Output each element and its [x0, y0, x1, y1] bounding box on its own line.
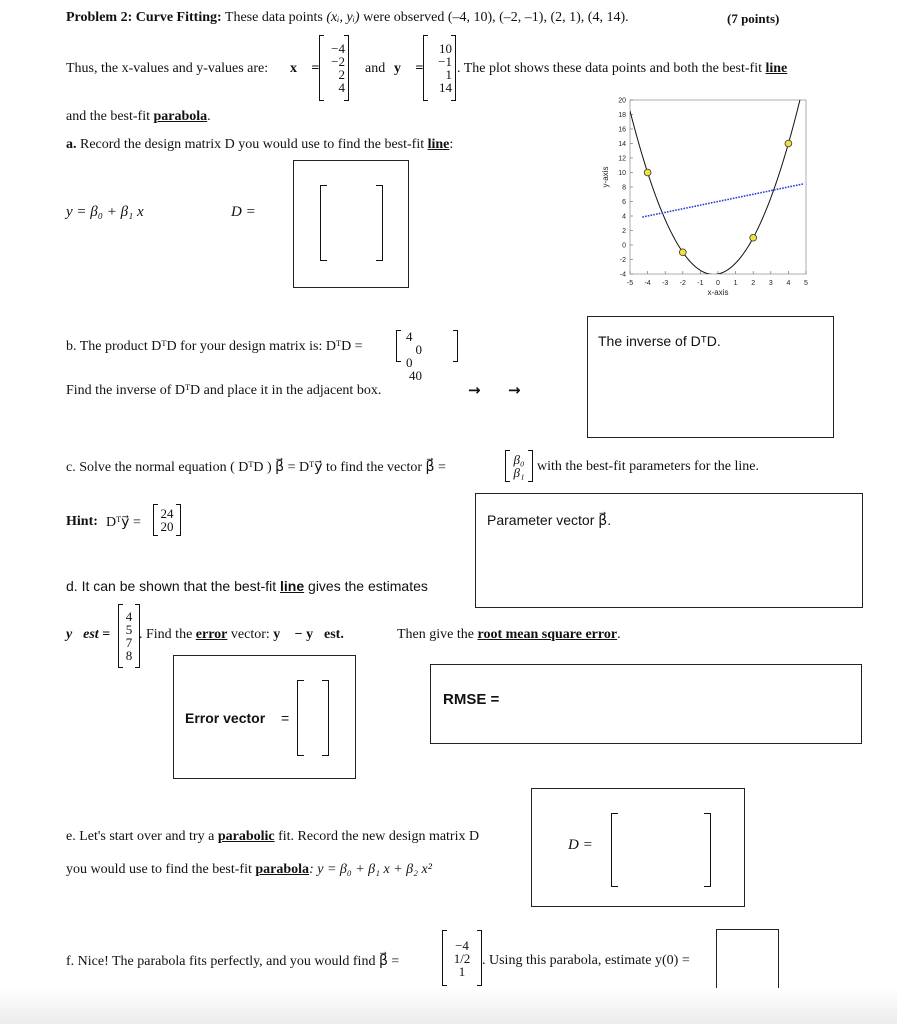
part-e-before: e. Let's start over and try a [66, 829, 215, 844]
dtd-entry: 0 [415, 342, 422, 357]
x-value: 4 [338, 80, 345, 95]
part-a-colon: : [449, 137, 454, 152]
x-axis-label: x-axis [707, 288, 729, 297]
right-bracket [376, 185, 383, 261]
continued-body: and the best-fit [66, 109, 150, 124]
vector-text: vector: [230, 627, 270, 642]
beta-vector [505, 450, 533, 482]
data-point [644, 169, 651, 176]
y-tick-label: 2 [622, 228, 626, 235]
x-tick-label: -4 [644, 280, 651, 287]
part-e-line2 [66, 862, 432, 878]
then-rmse-text [397, 627, 621, 643]
thus-text: Thus, the x-values and y-values are: [66, 61, 269, 76]
y-tick-label: 0 [622, 242, 626, 250]
x-tick-label: -2 [679, 280, 686, 287]
y-value: 14 [439, 80, 452, 95]
x-tick-label: -5 [626, 280, 634, 287]
yest-value: 5 [125, 622, 133, 637]
part-e-after: fit. Record the new design matrix D [278, 829, 480, 844]
dtd-entry: 40 [409, 368, 422, 383]
arrow-right-icon: → [468, 381, 481, 399]
line-word: line [765, 61, 788, 76]
and-text: and [365, 61, 386, 76]
part-c-after: with the best-fit parameters for the line. [537, 459, 759, 474]
parabola-beta-value: 1 [458, 963, 466, 979]
part-a-body: Record the design matrix D you would use to find the best-fit [80, 137, 425, 152]
part-d-before: d. It can be shown that the best-fit [66, 578, 277, 594]
error-vector-equals: = [281, 710, 290, 726]
y-vector [423, 35, 456, 101]
parabola-d-label: D = [568, 837, 593, 853]
parabola-model: : y = β₀ + β₁ x + β₂ x² [309, 862, 432, 877]
yest-value: 7 [125, 635, 133, 650]
y-tick-label: -4 [619, 271, 626, 279]
y-tick-label: 14 [618, 141, 626, 148]
inverse-box-label: The inverse of DᵀD. [598, 333, 721, 349]
hint-value: 24 [160, 506, 174, 521]
page-bottom-shadow [0, 988, 897, 1024]
dtd-entry: 0 [406, 355, 413, 370]
header-observed: were observed (–4, 10), (–2, –1), (2, 1), (4, 14). [363, 10, 629, 25]
part-a-prefix: a. [66, 137, 77, 152]
hint-label: Hint: [66, 514, 98, 529]
y-tick-label: 4 [622, 213, 626, 221]
part-e-line2-before: you would use to find the best-fit [66, 862, 252, 877]
yest-value: 4 [125, 609, 133, 624]
error-word: error [195, 627, 228, 642]
x-tick-label: 3 [768, 280, 773, 287]
x-vector [319, 35, 349, 101]
y-vector-label: y⃗ = [394, 61, 424, 76]
y-tick-label: 10 [618, 170, 626, 177]
y-value: 10 [439, 41, 452, 56]
y-axis-label: y-axis [601, 166, 610, 188]
find-error-text [139, 627, 344, 643]
x-tick-label: -1 [697, 280, 704, 287]
dtd-matrix [396, 329, 458, 383]
part-b-text: b. The product DᵀD for your design matrix is: DᵀD = [66, 339, 363, 354]
y-value: −1 [438, 54, 452, 69]
error-vector-answer-box[interactable] [173, 655, 356, 779]
problem-label: Problem 2: Curve Fitting: [66, 10, 222, 25]
y-tick-label: -2 [619, 257, 626, 264]
x-tick-label: 5 [804, 280, 808, 287]
x-tick-label: 2 [751, 280, 756, 287]
plot-text [457, 61, 787, 77]
parameter-answer-box[interactable] [475, 493, 863, 608]
part-f-after: . Using this parabola, estimate y(0) = [482, 953, 690, 968]
header-pair: (xᵢ, yᵢ) [326, 10, 360, 25]
hint-expr: Dᵀy⃗ = [106, 515, 141, 530]
problem-header [66, 10, 629, 26]
diff-expr: y⃗ − y⃗est. [273, 627, 344, 642]
then-text: Then give the [397, 627, 474, 642]
parabola-word: parabola [153, 109, 208, 124]
x-value: −4 [331, 41, 345, 56]
x-tick-label: -3 [662, 280, 669, 287]
parabola-beta-value: −4 [455, 937, 469, 953]
part-e-parabola-word: parabola [255, 862, 310, 877]
part-d-after: gives the estimates [308, 578, 428, 594]
parabola-beta-value: 1/2 [453, 950, 471, 966]
design-matrix-answer-box[interactable] [293, 160, 409, 288]
y-value: 1 [445, 67, 452, 82]
yest-value: 8 [125, 648, 133, 663]
find-inverse-text: Find the inverse of DᵀD and place it in the adjacent box. [66, 383, 382, 398]
line-model: y = β₀ + β₁ x [66, 204, 144, 220]
data-point [679, 249, 686, 256]
left-bracket [320, 185, 327, 261]
y0-answer-box[interactable] [716, 929, 779, 990]
part-c-text: c. Solve the normal equation ( DᵀD ) β⃗ = Dᵀy⃗ to find the vector β⃗ = [66, 460, 446, 475]
plot-text-body: . The plot shows these data points and both the best-fit [457, 61, 762, 76]
arrow-right-icon: → [508, 381, 521, 399]
y-tick-label: 16 [618, 126, 626, 134]
x-value: −2 [331, 54, 345, 69]
data-point [785, 140, 792, 147]
x-tick-label: 1 [733, 280, 738, 287]
yest-label: y⃗est = [66, 627, 111, 642]
period: . [207, 109, 211, 124]
right-bracket [322, 680, 329, 756]
period: . [617, 627, 621, 642]
rmse-answer-box[interactable] [430, 664, 862, 744]
inverse-answer-box[interactable] [587, 316, 834, 438]
error-vector-label: Error vector [185, 710, 266, 726]
x-tick-label: 4 [786, 280, 791, 287]
hint-vector [153, 504, 181, 536]
scatter-plot [588, 92, 813, 307]
part-a-line-word: line [427, 137, 450, 152]
data-point [750, 234, 757, 241]
header-intro: These data points [224, 10, 323, 25]
design-matrix-label: D = [231, 204, 256, 220]
hint-value: 20 [160, 519, 174, 534]
right-bracket [704, 813, 711, 887]
rmse-label: RMSE = [443, 691, 500, 708]
y-tick-label: 18 [618, 112, 626, 119]
dtd-entry: 4 [406, 329, 413, 344]
y-tick-label: 12 [618, 155, 626, 163]
x-tick-label: 0 [716, 280, 720, 287]
continued-text [66, 109, 211, 125]
points-label: (7 points) [727, 11, 780, 26]
x-vector-label: x⃗ = [290, 61, 320, 76]
x-value: 2 [338, 67, 345, 82]
y-tick-label: 6 [622, 199, 626, 206]
beta-entry: β₀ [513, 452, 525, 467]
left-bracket [297, 680, 304, 756]
y-tick-label: 20 [618, 97, 626, 105]
plot-frame [630, 100, 806, 274]
part-a-text [66, 137, 453, 153]
beta-entry: β₁ [513, 465, 525, 480]
parabolic-word: parabolic [217, 829, 275, 844]
part-d-line-word: line [280, 578, 305, 594]
part-f-text: f. Nice! The parabola fits perfectly, and you would find β⃗ = [66, 954, 400, 969]
parabola-design-matrix-box[interactable] [531, 788, 745, 907]
parabola-beta-vector [442, 930, 482, 986]
y-tick-label: 8 [622, 184, 626, 192]
left-bracket [611, 813, 618, 887]
part-d-text [66, 578, 428, 594]
rmse-words: root mean square error [477, 627, 618, 642]
parameter-box-label: Parameter vector β⃗. [487, 512, 612, 528]
part-e-line1 [66, 829, 479, 845]
yest-vector [118, 604, 140, 668]
find-text: . Find the [139, 627, 193, 642]
